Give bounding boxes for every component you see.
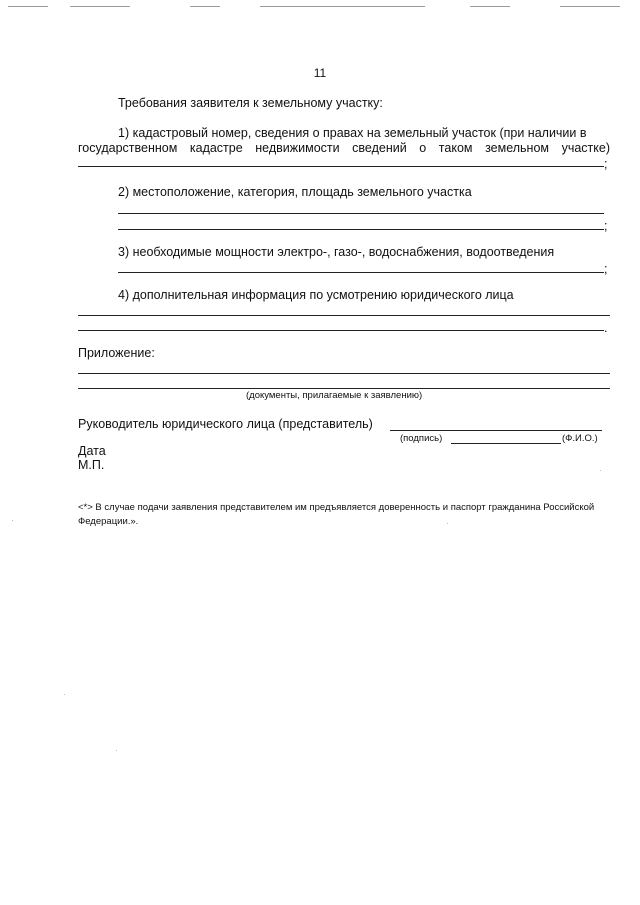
- scan-speck: [600, 470, 601, 471]
- item-2-fill-line-1[interactable]: [118, 213, 604, 214]
- attachment-fill-line-2[interactable]: [78, 388, 610, 389]
- signature-fill-line[interactable]: [390, 430, 602, 431]
- item-4-text: 4) дополнительная информация по усмотрению юридического лица: [118, 288, 514, 302]
- requirements-heading: Требования заявителя к земельному участку:: [118, 96, 383, 110]
- item-1-text-line-1: 1) кадастровый номер, сведения о правах на земельный участок (при наличии в: [118, 126, 587, 140]
- scan-speck: [12, 520, 13, 521]
- scan-speck: [447, 523, 448, 524]
- item-4-end-mark: .: [604, 321, 608, 335]
- item-2-end-mark: ;: [604, 219, 608, 233]
- item-4-fill-line-2[interactable]: [78, 330, 604, 331]
- item-3-end-mark: ;: [604, 262, 608, 276]
- attachment-label: Приложение:: [78, 346, 155, 360]
- attachment-caption: (документы, прилагаемые к заявлению): [246, 390, 423, 401]
- footnote: <*> В случае подачи заявления представителем им предъявляется доверенность и паспорт гражданина Российской Федерации.».: [78, 502, 595, 527]
- scan-speck: [64, 694, 65, 695]
- scan-speck: [116, 750, 117, 751]
- signature-name-fill-line[interactable]: [451, 443, 561, 444]
- item-2-text: 2) местоположение, категория, площадь земельного участка: [118, 185, 472, 199]
- item-3-fill-line[interactable]: [118, 272, 604, 273]
- item-1-fill-line[interactable]: [78, 166, 604, 167]
- item-3-text: 3) необходимые мощности электро-, газо-, водоснабжения, водоотведения: [118, 245, 555, 259]
- item-2-fill-line-2[interactable]: [118, 229, 604, 230]
- page-number: 11: [313, 66, 327, 80]
- item-1-end-mark: ;: [604, 157, 608, 171]
- signature-name-caption: (Ф.И.О.): [562, 433, 598, 444]
- date-label: Дата: [78, 444, 106, 458]
- signature-label: Руководитель юридического лица (представитель): [78, 417, 373, 431]
- item-1-text-line-2: государственном кадастре недвижимости сведений о таком земельном участке): [78, 141, 610, 155]
- scan-artifact-top: [0, 6, 640, 10]
- attachment-fill-line-1[interactable]: [78, 373, 610, 374]
- stamp-label: М.П.: [78, 458, 105, 472]
- item-4-fill-line-1[interactable]: [78, 315, 610, 316]
- signature-sign-caption: (подпись): [400, 433, 443, 444]
